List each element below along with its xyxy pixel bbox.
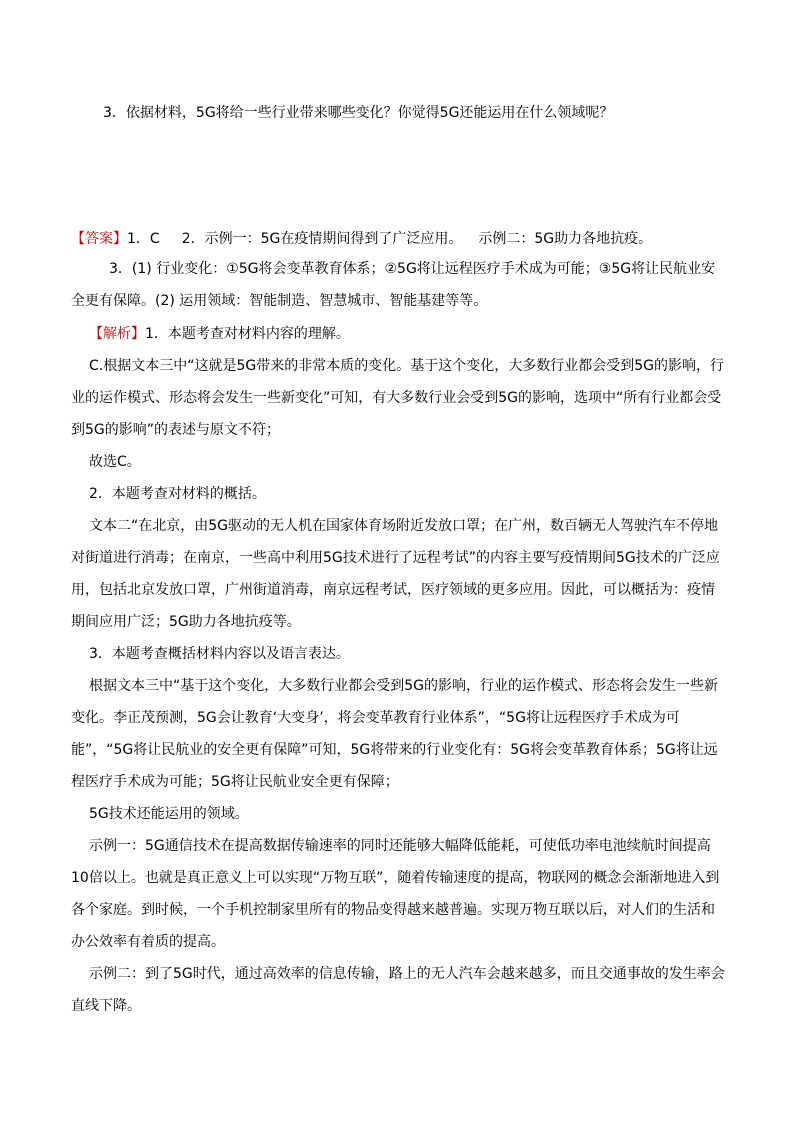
analysis-item1-pick: 故选C。 <box>89 454 141 470</box>
question-3: 3．依据材料，5G将给一些行业带来哪些变化？你觉得5G还能运用在什么领域呢？ <box>103 105 614 121</box>
analysis-item1-text: C.根据文本三中“这就是5G带来的非常本质的变化。基于这个变化，大多数行业都会受到5G的影响，行业的运作模式、形态将会发生一些新变化”可知，有大多数行业会受到5G的影响，选项中“所有行业都会受到5G的影响”的表述与原文不符； <box>71 358 724 438</box>
analysis-item3-text: 根据文本三中“基于这个变化，大多数行业都会受到5G的影响，行业的运作模式、形态将会发生一些新变化。李正茂预测，5G会让教育‘大变身’，将会变革教育行业体系”，“5G将让远程医疗手术成为可能”，“5G将让民航业的安全更有保障”可知，5G将带来的行业变化有：5G将会变革教育体系；5G将让远程医疗手术成为可能；5G将让民航业安全更有保障； <box>71 678 719 790</box>
answer-part3: 3．(1) 行业变化：①5G将会变革教育体系；②5G将让远程医疗手术成为可能；③5G将让民航业安全更有保障。(2) 运用领域：智能制造、智慧城市、智能基建等等。 <box>71 261 716 309</box>
answer-part2a: 2．示例一：5G在疫情期间得到了广泛应用。 <box>181 231 463 247</box>
analysis-item1-title: 1．本题考查对材料内容的理解。 <box>145 326 350 342</box>
analysis-item2-title: 2．本题考查对材料的概括。 <box>89 486 266 502</box>
analysis-example-2: 示例二：到了5G时代，通过高效率的信息传输，路上的无人汽车会越来越多，而且交通事故的发生率会直线下降。 <box>71 966 725 1014</box>
analysis-item3-title: 3．本题考查概括材料内容以及语言表达。 <box>89 646 350 662</box>
analysis-tag: 【解析】 <box>89 326 145 342</box>
analysis-item3-field: 5G技术还能运用的领域。 <box>89 806 249 822</box>
analysis-example-1: 示例一：5G通信技术在提高数据传输速率的同时还能够大幅降低能耗，可使低功率电池续航时间提高10倍以上。也就是真正意义上可以实现“万物互联”，随着传输速度的提高，物联网的概念会渐渐地进入到各个家庭。到时候，一个手机控制家里所有的物品变得越来越普遍。实现万物互联以后，对人们的生活和办公效率有着质的提高。 <box>71 838 720 950</box>
answer-part1: 1．C <box>127 231 160 247</box>
analysis-item2-text: 文本二“在北京，由5G驱动的无人机在国家体育场附近发放口罩；在广州，数百辆无人驾驶汽车不停地对街道进行消毒；在南京，一些高中利用5G技术进行了远程考试”的内容主要写疫情期间5G技术的广泛应用，包括北京发放口罩，广州街道消毒，南京远程考试，医疗领域的更多应用。因此，可以概括为：疫情期间应用广泛；5G助力各地抗疫等。 <box>71 518 720 630</box>
analysis-line <box>71 318 726 350</box>
answer-part2b: 示例二：5G助力各地抗疫。 <box>478 231 653 247</box>
answer-tag: 【答案】 <box>71 231 127 247</box>
answer-line <box>71 223 726 255</box>
